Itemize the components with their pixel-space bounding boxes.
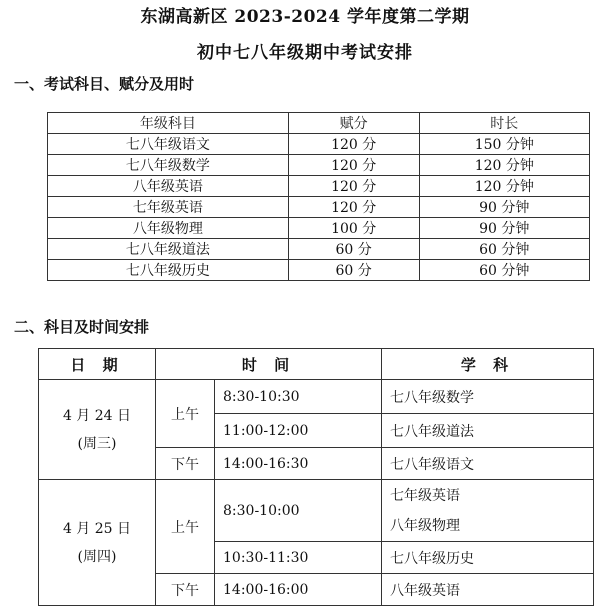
column-header-time: 时 间: [156, 349, 382, 380]
cell-score: 120 分: [288, 134, 419, 155]
column-header-duration: 时长: [419, 113, 589, 134]
document-title: 东湖高新区 2023-2024 学年度第二学期: [140, 7, 470, 27]
cell-subject: 七八年级数学: [48, 155, 289, 176]
table-row: [39, 380, 594, 414]
column-header-subject: 年级科目: [48, 113, 289, 134]
subject-cell: 七八年级道法: [382, 414, 594, 448]
cell-score: 100 分: [288, 218, 419, 239]
time-slot: 14:00-16:00: [215, 574, 382, 606]
cell-subject: 八年级物理: [48, 218, 289, 239]
cell-duration: 60 分钟: [419, 260, 589, 281]
subject-cell: 七八年级数学: [382, 380, 594, 414]
cell-subject: 七年级英语: [48, 197, 289, 218]
weekday-label: (周四): [77, 548, 117, 565]
date-cell-day2: [39, 480, 156, 606]
cell-duration: 150 分钟: [419, 134, 589, 155]
subject-cell: 八年级英语: [382, 574, 594, 606]
cell-subject: 八年级英语: [48, 176, 289, 197]
section-heading-subjects: 一、考试科目、赋分及用时: [14, 75, 195, 93]
table-row: [48, 197, 590, 218]
table-header-row: [39, 349, 594, 380]
section-heading-schedule: 二、科目及时间安排: [14, 318, 150, 336]
afternoon-label: 下午: [156, 448, 215, 480]
cell-score: 120 分: [288, 197, 419, 218]
cell-duration: 120 分钟: [419, 176, 589, 197]
table-row: [48, 260, 590, 281]
weekday-label: (周三): [77, 435, 117, 452]
subject-cell: [382, 480, 594, 542]
column-header-subject: 学 科: [382, 349, 594, 380]
cell-subject: 七八年级道法: [48, 239, 289, 260]
subject-line: 八年级物理: [390, 517, 460, 534]
time-slot: 8:30-10:00: [215, 480, 382, 542]
table-row: [39, 480, 594, 542]
time-slot: 11:00-12:00: [215, 414, 382, 448]
exam-schedule-table: [38, 348, 594, 606]
cell-duration: 90 分钟: [419, 197, 589, 218]
subject-line: 七年级英语: [390, 487, 460, 504]
cell-duration: 120 分钟: [419, 155, 589, 176]
subject-cell: 七八年级语文: [382, 448, 594, 480]
date-cell-day1: [39, 380, 156, 480]
afternoon-label: 下午: [156, 574, 215, 606]
table-row: [48, 218, 590, 239]
cell-subject: 七八年级历史: [48, 260, 289, 281]
table-row: [48, 176, 590, 197]
morning-label: 上午: [156, 380, 215, 448]
cell-score: 120 分: [288, 155, 419, 176]
date-label: 4 月 25 日: [62, 520, 132, 537]
table-row: [48, 239, 590, 260]
cell-score: 60 分: [288, 239, 419, 260]
time-slot: 8:30-10:30: [215, 380, 382, 414]
time-slot: 10:30-11:30: [215, 542, 382, 574]
cell-score: 60 分: [288, 260, 419, 281]
time-slot: 14:00-16:30: [215, 448, 382, 480]
morning-label: 上午: [156, 480, 215, 574]
subject-cell: 七八年级历史: [382, 542, 594, 574]
column-header-score: 赋分: [288, 113, 419, 134]
cell-score: 120 分: [288, 176, 419, 197]
table-row: [48, 134, 590, 155]
cell-duration: 60 分钟: [419, 239, 589, 260]
table-row: [48, 155, 590, 176]
subjects-score-table: [47, 112, 590, 281]
column-header-date: 日 期: [39, 349, 156, 380]
table-header-row: [48, 113, 590, 134]
date-label: 4 月 24 日: [62, 407, 132, 424]
cell-duration: 90 分钟: [419, 218, 589, 239]
document-subtitle: 初中七八年级期中考试安排: [197, 43, 413, 63]
cell-subject: 七八年级语文: [48, 134, 289, 155]
